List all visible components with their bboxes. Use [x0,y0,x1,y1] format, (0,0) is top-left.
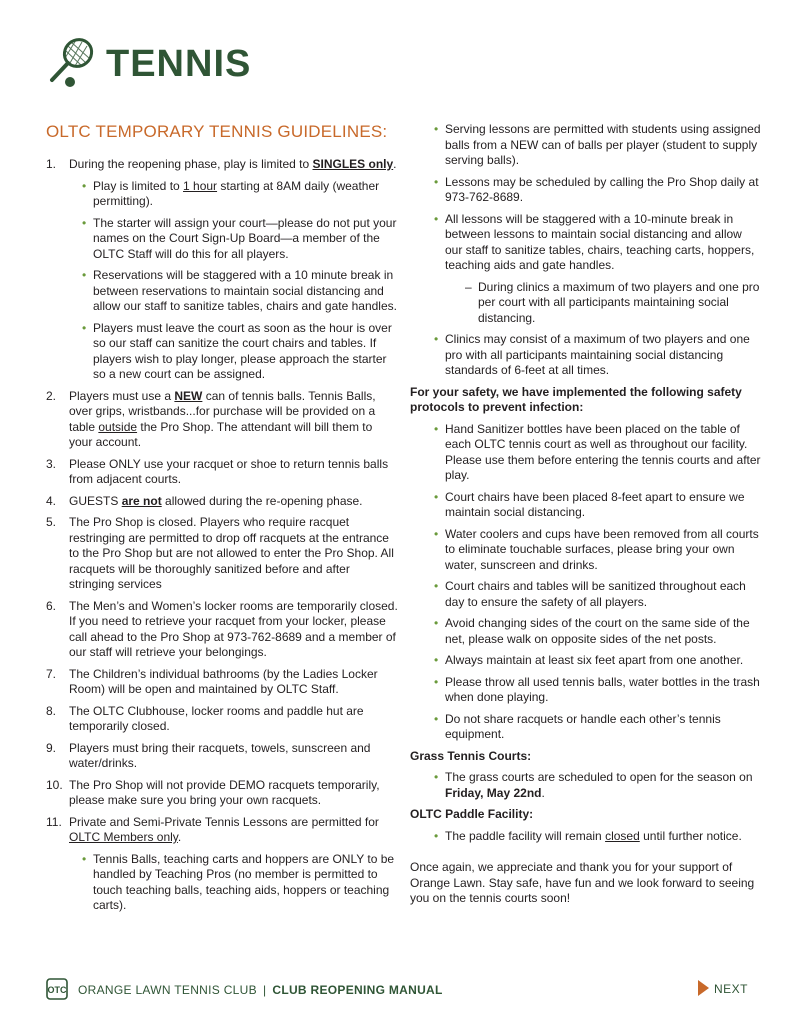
bullet-icon: • [434,653,439,667]
club-logo [46,978,68,1000]
list-item: 8. The OLTC Clubhouse, locker rooms and paddle hut are temporarily closed. [46,703,364,733]
manual-name: CLUB REOPENING MANUAL [272,983,443,997]
bullet-item: • Court chairs and tables will be sanitized throughout each day to ensure the safety of all players. [434,579,746,609]
bullet-icon: • [434,526,439,541]
bullet-icon: • [434,616,439,630]
list-item: 2. Players must use a NEW can of tennis balls. Tennis Balls, over grips, wristbands...for purchase will be provided on a table outside the Pro Shop. The attendant will bill them to your account. [46,388,376,449]
right-column [410,122,762,907]
bullet-item: • Play is limited to 1 hour starting at 8AM daily (weather permitting). [82,178,380,208]
page-footer [46,978,749,1004]
bullet-icon: • [82,320,87,335]
bullet-icon: • [434,711,439,726]
club-name: ORANGE LAWN TENNIS CLUB [78,983,257,997]
list-item: 5. The Pro Shop is closed. Players who require racquet restringing are permitted to drop off racquets at the entrance to the Pro Shop but are not allowed to enter the Pro Shop. All racquets will be thoroughly sanitized before and after stringing services [46,515,394,591]
bullet-item: • Tennis Balls, teaching carts and hoppers are ONLY to be handled by Teaching Pros (no member is permitted to touch teaching balls, teaching aids, hoppers or teaching carts). [82,851,395,912]
sub-item: – During clinics a maximum of two players and one pro per court with all participants maintaining social distancing. [465,279,760,325]
bullet-icon: • [82,851,87,866]
bullet-item: • The paddle facility will remain closed until further notice. [434,828,742,843]
bullet-icon: • [434,332,439,346]
bullet-icon: • [82,268,87,282]
footer-separator: | [262,983,267,997]
dash-icon: – [465,279,472,294]
bullet-icon: • [434,122,439,136]
svg-text:OTC: OTC [47,985,67,995]
bullet-item: • The grass courts are scheduled to open for the season on Friday, May 22nd. [434,770,753,800]
bullet-icon: • [434,489,439,504]
closing-paragraph: Once again, we appreciate and thank you for your support of Orange Lawn. Stay safe, have fun and we look forward to seeing you on the tennis courts soon! [410,860,755,905]
bullet-item: • Court chairs have been placed 8-feet apart to ensure we maintain social distancing. [434,489,745,519]
paddle-heading: OLTC Paddle Facility: [410,807,534,821]
bullet-icon: • [434,579,439,593]
tennis-racket-icon [46,36,98,88]
bullet-item: • Always maintain at least six feet apart from one another. [434,653,744,667]
bullet-item: • Water coolers and cups have been removed from all courts to eliminate touchable surfaces, please bring your own water, sunscreen and drinks. [434,526,759,572]
list-item: 3. Please ONLY use your racquet or shoe to return tennis balls from adjacent courts. [46,456,389,486]
list-item: 1. During the reopening phase, play is limited to SINGLES only. • Play is limited to 1 hour starting at 8AM daily (weather permitting). • The starter will assign your court—please do not put your names on the Court Sign-Up Board—a member of the OLTC Staff will do this for all players. • Reservations will be staggered with a 10 minute break in between reservations to maintain social distancing and allow our staff to sanitize tables, chairs and gate handles. • Players must leave the court as soon as the hour is over so our staff can sanitize the court chairs and tables. If players wish to play longer, please approach the starter so a new court can be assigned. [46,157,397,381]
next-arrow-icon[interactable] [698,980,709,996]
left-column [46,157,398,920]
page-title: TENNIS [106,43,252,85]
bullet-item: • Avoid changing sides of the court on the same side of the net, please walk on opposite sides of the net posts. [434,616,750,646]
bullet-item: • Players must leave the court as soon as the hour is over so our staff can sanitize the court chairs and tables. If players wish to play longer, please approach the starter so a new court can be assigned. [82,320,392,381]
bullet-item: • All lessons will be staggered with a 10-minute break in between lessons to maintain social distancing and allow our staff to sanitize tables, chairs, teaching carts, hoppers, teaching aids and gate handles. – During clinics a maximum of two players and one pro per court with all participants maintaining social distancing. [434,212,762,327]
bullet-item: • Reservations will be staggered with a 10 minute break in between reservations to maintain social distancing and allow our staff to sanitize tables, chairs and gate handles. [82,268,397,313]
bullet-item: • Hand Sanitizer bottles have been placed on the table of each OLTC tennis court as well as throughout our facility. Please use them before entering the tennis courts and after play. [434,421,761,482]
bullet-icon: • [82,178,87,193]
safety-heading: For your safety, we have implemented the following safety protocols to prevent infection: [410,384,742,414]
bullet-item: • Do not share racquets or handle each other’s tennis equipment. [434,711,721,741]
grass-heading: Grass Tennis Courts: [410,748,532,763]
bullet-item: • Lessons may be scheduled by calling the Pro Shop daily at 973-762-8689. [434,174,759,204]
list-item: 9. Players must bring their racquets, towels, sunscreen and water/drinks. [46,740,371,770]
bullet-icon: • [434,211,439,226]
bullet-icon: • [434,174,439,189]
list-item: 7. The Children’s individual bathrooms (by the Ladies Locker Room) will be open and maintained by OLTC Staff. [46,666,378,696]
list-item: 10. The Pro Shop will not provide DEMO racquets temporarily, please make sure you bring your own racquets. [46,777,380,807]
bullet-icon: • [82,215,87,230]
list-item: 4. GUESTS are not allowed during the re-opening phase. [46,493,363,508]
section-title: OLTC TEMPORARY TENNIS GUIDELINES: [46,122,388,141]
next-link[interactable]: NEXT [714,982,749,996]
list-item: 11. Private and Semi-Private Tennis Lessons are permitted for OLTC Members only. • Tennis Balls, teaching carts and hoppers are ONLY to be handled by Teaching Pros (no member is permitted to touch teaching balls, teaching aids, hoppers or teaching carts). [46,815,398,914]
bullet-icon: • [434,828,439,843]
bullet-item: • The starter will assign your court—please do not put your names on the Court Sign-Up Board—a member of the OLTC Staff will do this for all players. [82,215,397,261]
bullet-item: • Please throw all used tennis balls, water bottles in the trash when done playing. [434,674,760,704]
bullet-icon: • [434,421,439,436]
footer-text [78,983,443,997]
bullet-icon: • [434,770,439,784]
bullet-icon: • [434,674,439,689]
bullet-item: • Clinics may consist of a maximum of two players and one pro with all participants maintaining social distancing standards of 6-feet at all times. [434,332,750,377]
list-item: 6. The Men’s and Women’s locker rooms are temporarily closed. If you need to retrieve your racquet from your locker, please call ahead to the Pro Shop at 973-762-8689 and a member of our staff will retrieve your belongings. [46,598,398,659]
bullet-item: • Serving lessons are permitted with students using assigned balls from a NEW can of balls per player (student to supply serving balls). [434,122,761,167]
